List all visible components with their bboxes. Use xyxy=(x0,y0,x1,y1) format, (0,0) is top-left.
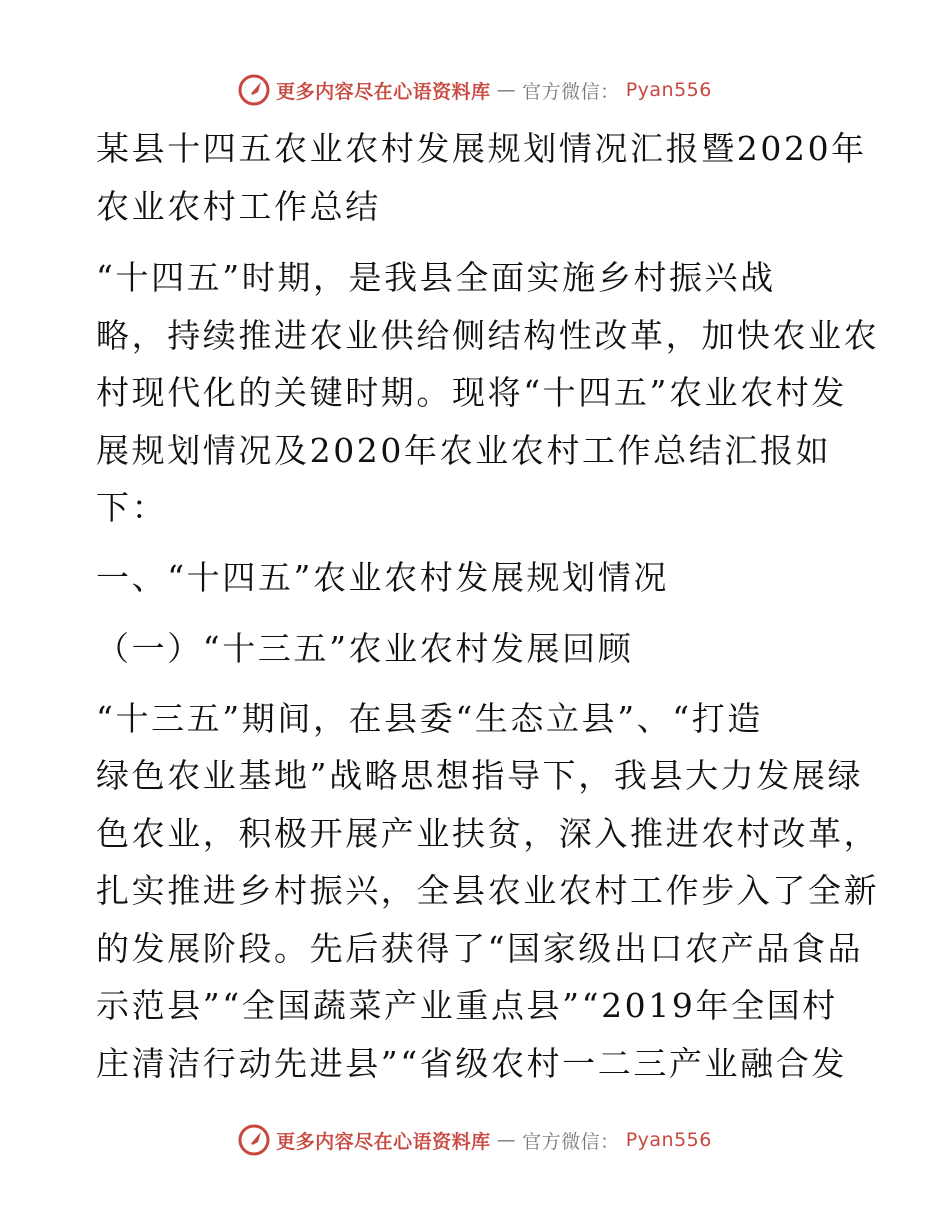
watermark-channel: 官方微信： xyxy=(522,80,620,103)
watermark-separator: — xyxy=(496,1129,517,1151)
title-line: 某县十四五农业农村发展规划情况汇报暨2020年 xyxy=(96,129,867,168)
watermark-code: Pyan556 xyxy=(625,79,712,101)
paragraph-line: 色农业，积极开展产业扶贫，深入推进农村改革， xyxy=(96,813,880,853)
subsection-heading xyxy=(96,620,856,678)
paragraph-line: 略，持续推进农业供给侧结构性改革，加快农业农 xyxy=(96,315,880,355)
body-paragraph xyxy=(96,690,880,1093)
document-body xyxy=(96,120,880,1092)
watermark-separator: — xyxy=(496,79,517,101)
watermark-code: Pyan556 xyxy=(625,1129,712,1151)
paragraph-line: “十三五”期间，在县委“生态立县”、“打造 xyxy=(96,698,763,738)
title-line: 农业农村工作总结 xyxy=(96,186,381,226)
watermark-brand: 更多内容尽在心语资料库 xyxy=(276,1130,491,1153)
heading-line: 一、“十四五”农业农村发展规划情况 xyxy=(96,557,669,597)
quill-logo-icon xyxy=(238,74,270,106)
section-heading xyxy=(96,549,856,607)
paragraph-line: 展规划情况及2020年农业农村工作总结汇报如 xyxy=(96,430,832,470)
intro-paragraph xyxy=(96,249,880,537)
paragraph-line: 庄清洁行动先进县”“省级农村一二三产业融合发 xyxy=(96,1043,847,1083)
paragraph-line: 的发展阶段。先后获得了“国家级出口农产品食品 xyxy=(96,928,864,968)
paragraph-line: “十四五”时期，是我县全面实施乡村振兴战 xyxy=(96,258,776,297)
quill-logo-icon xyxy=(238,1124,270,1156)
paragraph-line: 示范县”“全国蔬菜产业重点县”“2019年全国村 xyxy=(96,986,838,1025)
paragraph-line: 村现代化的关键时期。现将“十四五”农业农村发 xyxy=(96,373,847,412)
header-watermark xyxy=(0,72,950,108)
heading-line: （一）“十三五”农业农村发展回顾 xyxy=(96,629,634,668)
paragraph-line: 绿色农业基地”战略思想指导下，我县大力发展绿 xyxy=(96,756,864,795)
watermark-channel: 官方微信： xyxy=(522,1130,620,1153)
footer-watermark xyxy=(0,1122,950,1158)
paragraph-line: 扎实推进乡村振兴，全县农业农村工作步入了全新 xyxy=(96,871,880,910)
watermark-brand: 更多内容尽在心语资料库 xyxy=(276,80,491,103)
document-title xyxy=(96,120,867,235)
paragraph-line: 下： xyxy=(96,488,168,527)
